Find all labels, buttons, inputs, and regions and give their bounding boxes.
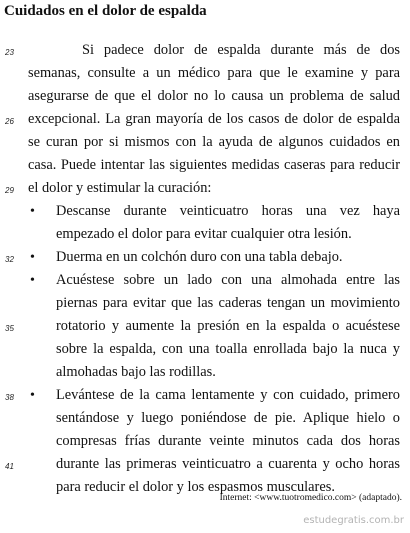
- page-title: Cuidados en el dolor de espalda: [4, 3, 207, 19]
- paragraph-line: casa. Puede intentar las siguientes medidas caseras para reducir: [28, 157, 400, 173]
- watermark: estudegratis.com.br: [303, 515, 404, 526]
- list-item-line: empezado el dolor para evitar cualquier otra lesión.: [56, 226, 352, 242]
- paragraph-line: se curan por si mismos con la ayuda de algunos cuidados en: [28, 134, 400, 150]
- line-number: 32: [5, 255, 14, 264]
- bullet-icon: •: [30, 388, 35, 403]
- bullet-icon: •: [30, 250, 35, 265]
- source-citation: Internet: <www.tuotromedico.com> (adaptado).: [219, 493, 402, 503]
- list-item-line: para reducir el dolor y los espasmos musculares.: [56, 479, 335, 495]
- paragraph-line: asegurarse de que el dolor no lo causa un problema de salud: [28, 88, 400, 104]
- list-item-line: sentándose y luego poniéndose de pie. Aplique hielo o: [56, 410, 400, 426]
- list-item-line: Levántese de la cama lentamente y con cuidado, primero: [56, 387, 400, 403]
- line-number: 29: [5, 186, 14, 195]
- list-item-line: compresas frías durante veinte minutos cada dos horas: [56, 433, 400, 449]
- list-item-line: Duerma en un colchón duro con una tabla debajo.: [56, 249, 343, 265]
- bullet-icon: •: [30, 204, 35, 219]
- paragraph-line: Si padece dolor de espalda durante más de dos: [82, 42, 400, 58]
- list-item-line: durante las primeras veinticuatro a cuarenta y ocho horas: [56, 456, 400, 472]
- list-item-line: Descanse durante veinticuatro horas una vez haya: [56, 203, 400, 219]
- paragraph-line: el dolor y estimular la curación:: [28, 180, 212, 196]
- list-item-line: almohadas bajo las rodillas.: [56, 364, 216, 380]
- list-item-line: Acuéstese sobre un lado con una almohada entre las: [56, 272, 400, 288]
- list-item-line: piernas para evitar que las caderas tengan un movimiento: [56, 295, 400, 311]
- list-item-line: rotatorio y aumente la presión en la espalda o acuéstese: [56, 318, 400, 334]
- paragraph-line: semanas, consulte a un médico para que le examine y para: [28, 65, 400, 81]
- line-number: 23: [5, 48, 14, 57]
- line-number: 26: [5, 117, 14, 126]
- paragraph-line: excepcional. La gran mayoría de los casos de dolor de espalda: [28, 111, 400, 127]
- line-number: 41: [5, 462, 14, 471]
- list-item-line: sobre la espalda, con una toalla enrollada bajo la nuca y: [56, 341, 400, 357]
- line-number: 38: [5, 393, 14, 402]
- bullet-icon: •: [30, 273, 35, 288]
- line-number: 35: [5, 324, 14, 333]
